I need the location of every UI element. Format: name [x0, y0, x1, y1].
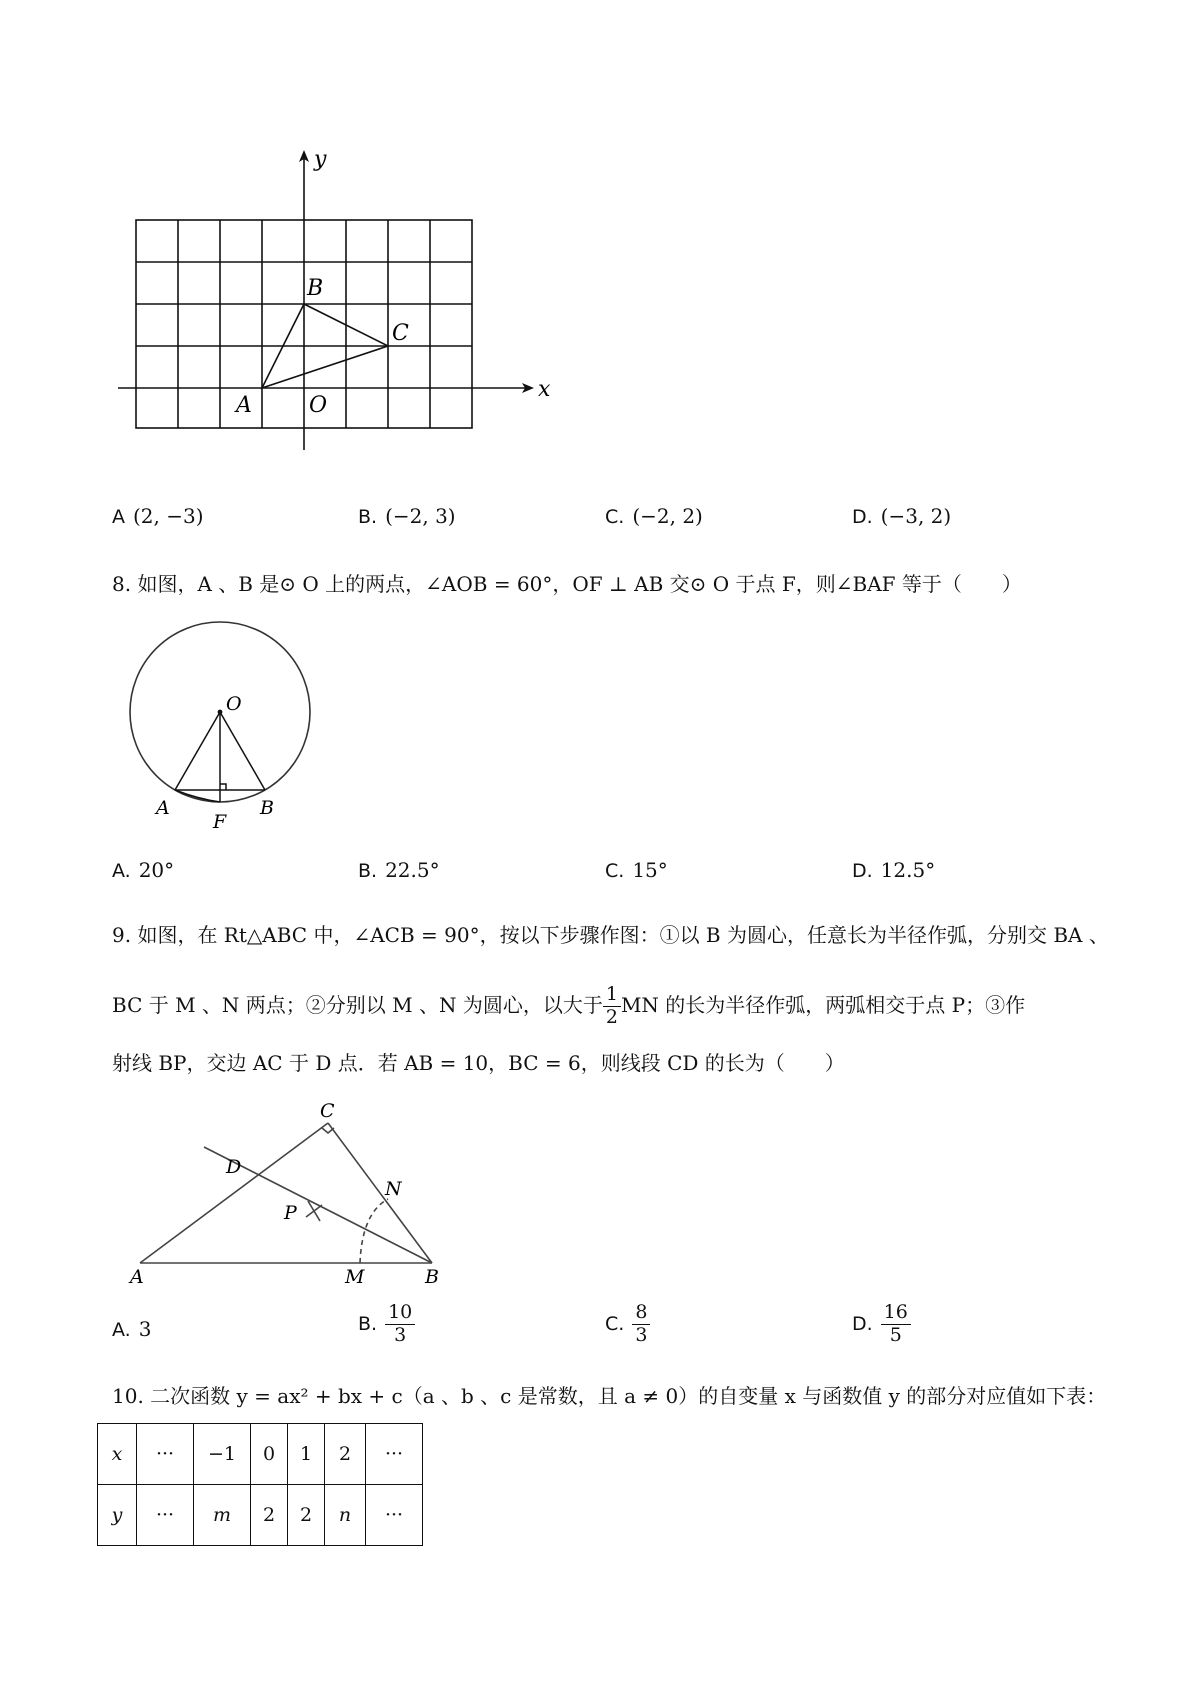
point-n-label: N: [385, 1178, 402, 1200]
table-cell: 2: [251, 1485, 288, 1546]
segment-ac: [140, 1123, 328, 1263]
q9-line-2-before: BC 于 M 、N 两点；②分别以 M 、N 为圆心，以大于: [112, 993, 603, 1017]
table-cell: −1: [194, 1424, 251, 1485]
point-a-label: A: [236, 393, 252, 418]
q9-line-2-fraction: $\frac{1}{2}$: [603, 984, 621, 1029]
q9-option-a[interactable]: A. 3: [112, 1317, 152, 1341]
q7-option-a[interactable]: A (2, −3): [112, 504, 204, 528]
q9-text-line-3: 射线 BP，交边 AC 于 D 点．若 AB = 10，BC = 6，则线段 CD 的长为（ ）: [112, 1051, 845, 1075]
q8-option-b[interactable]: B. 22.5°: [358, 858, 440, 882]
table-cell: 2: [325, 1424, 366, 1485]
segment-af: [175, 790, 220, 802]
table-row-x: [98, 1424, 423, 1485]
q9-triangle-figure: [120, 1095, 450, 1285]
point-d-label: D: [226, 1156, 242, 1178]
q9-option-b[interactable]: B. $\frac{10}{3}$: [358, 1302, 415, 1347]
table-cell: ···: [137, 1424, 194, 1485]
arc-cross-2: [306, 1205, 322, 1217]
q7-option-b[interactable]: B. (−2, 3): [358, 504, 456, 528]
q8-option-c[interactable]: C. 15°: [605, 858, 668, 882]
point-o-label: O: [226, 693, 242, 715]
point-f-label: F: [213, 811, 227, 833]
point-b-label: B: [425, 1266, 439, 1285]
segment-bc: [328, 1123, 432, 1263]
table-row-y: [98, 1485, 423, 1546]
point-a-label: A: [156, 797, 170, 819]
q8-text: 8. 如图，A 、B 是⊙ O 上的两点，∠AOB = 60°，OF ⊥ AB 交⊙ O 于点 F，则∠BAF 等于（ ）: [112, 572, 1022, 596]
point-c-label: C: [320, 1100, 335, 1122]
table-cell: 2: [288, 1485, 325, 1546]
table-cell: ···: [137, 1485, 194, 1546]
table-cell: 0: [251, 1424, 288, 1485]
point-b-label: B: [307, 276, 324, 301]
point-o-dot: [218, 710, 223, 715]
right-angle-mark: [220, 784, 226, 790]
point-b-label: B: [260, 797, 274, 819]
table-cell: 1: [288, 1424, 325, 1485]
q9-option-c[interactable]: C. $\frac{8}{3}$: [605, 1302, 650, 1347]
right-angle-mark: [322, 1128, 334, 1133]
q8-option-d[interactable]: D. 12.5°: [852, 858, 936, 882]
q9-option-d[interactable]: D. $\frac{16}{5}$: [852, 1302, 911, 1347]
y-axis-label: y: [314, 150, 327, 172]
table-cell: x: [98, 1424, 137, 1485]
table-cell: ···: [366, 1424, 423, 1485]
table-cell: m: [194, 1485, 251, 1546]
point-m-label: M: [345, 1266, 365, 1285]
q10-value-table: [97, 1423, 423, 1546]
q8-circle-figure: [120, 618, 330, 833]
origin-o-label: O: [309, 393, 328, 418]
q9-text-line-2: [112, 983, 1025, 1029]
point-c-label: C: [392, 321, 409, 346]
q9-text-line-1: 9. 如图，在 Rt△ABC 中，∠ACB = 90°，按以下步骤作图：①以 B 为圆心，任意长为半径作弧，分别交 BA 、: [112, 923, 1109, 947]
table-cell: y: [98, 1485, 137, 1546]
q7-option-d[interactable]: D. (−3, 2): [852, 504, 952, 528]
table-cell: n: [325, 1485, 366, 1546]
point-p-label: P: [284, 1202, 297, 1224]
q10-text: 10. 二次函数 y = ax² + bx + c（a 、b 、c 是常数，且 a ≠ 0）的自变量 x 与函数值 y 的部分对应值如下表：: [112, 1384, 1107, 1408]
q8-option-a[interactable]: A. 20°: [112, 858, 175, 882]
point-a-label: A: [130, 1266, 144, 1285]
segment-oa: [175, 712, 220, 790]
segment-ob: [220, 712, 265, 790]
table-cell: ···: [366, 1485, 423, 1546]
q7-option-c[interactable]: C. (−2, 2): [605, 504, 703, 528]
q7-grid-figure: [100, 150, 600, 480]
arc-mn: [360, 1199, 388, 1263]
q9-line-2-after: MN 的长为半径作弧，两弧相交于点 P；③作: [620, 993, 1026, 1017]
x-axis-label: x: [538, 377, 551, 402]
